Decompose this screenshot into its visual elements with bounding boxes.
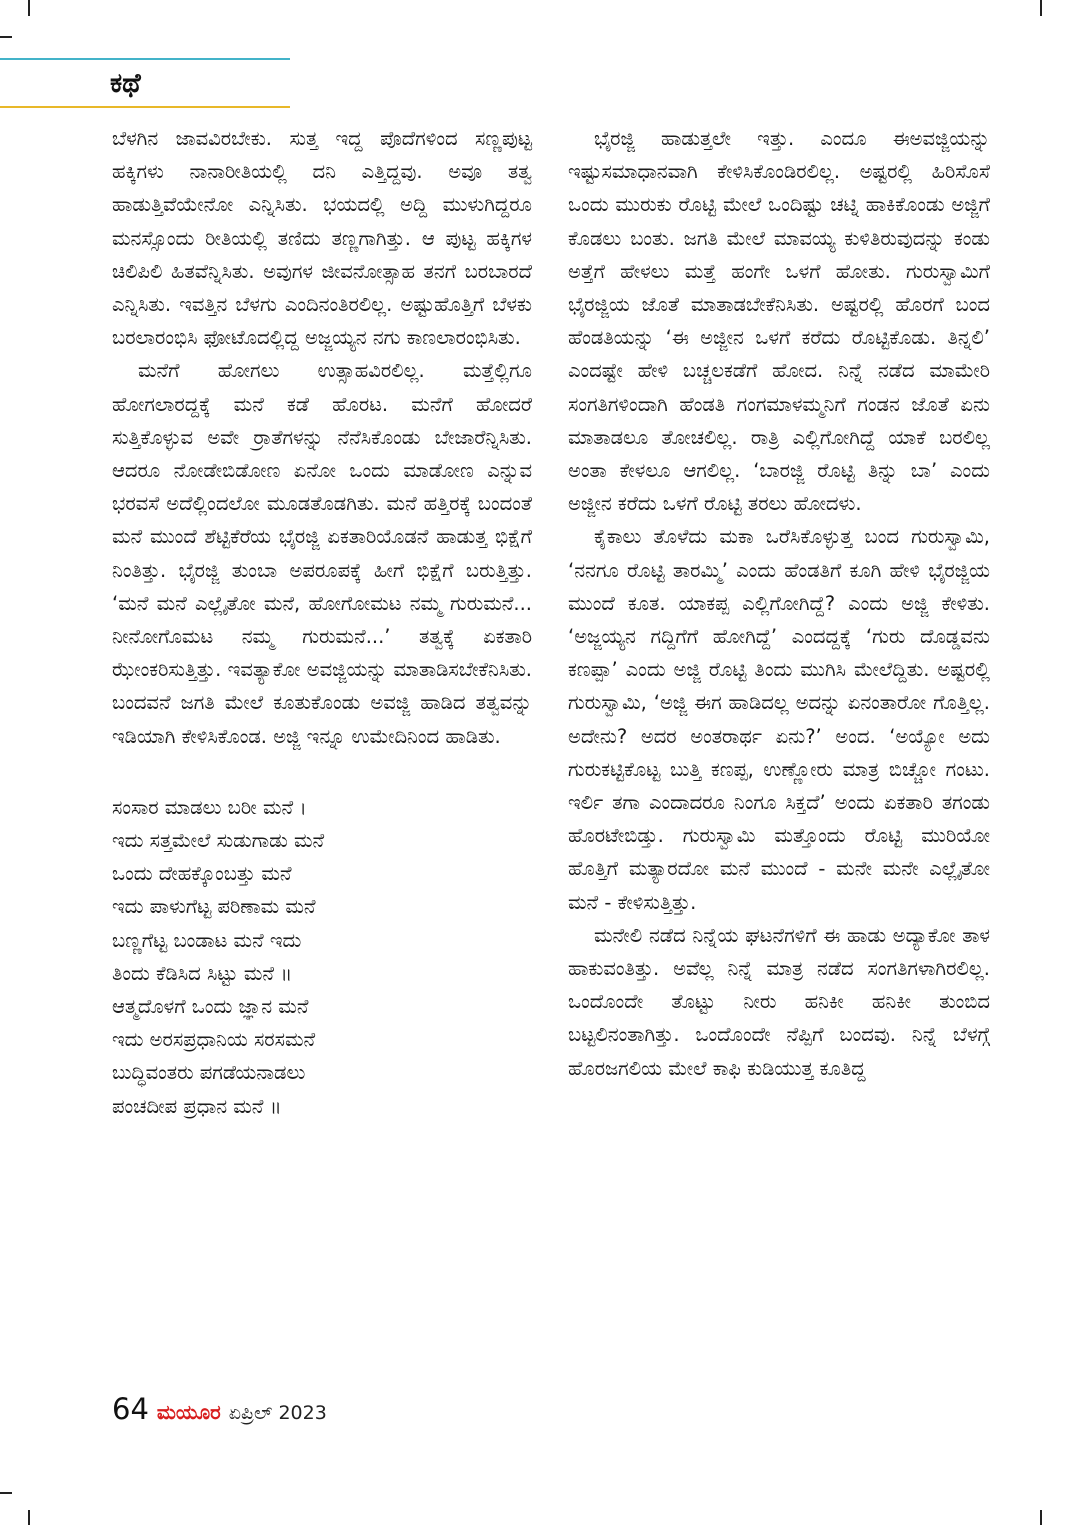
issue-date: ಏಪ್ರಿಲ್ 2023 — [228, 1402, 327, 1424]
paragraph: ಮನೇಲಿ ನಡೆದ ನಿನ್ನೆಯ ಘಟನೆಗಳಿಗೆ ಈ ಹಾಡು ಅದ್ಯಾಕೋ ತಾಳ ಹಾಕುವಂತಿತ್ತು. ಅವೆಲ್ಲ ನಿನ್ನೆ ಮಾತ್ರ ನಡೆದ ಸಂಗತಿಗಳಾಗಿರಲಿಲ್ಲ. ಒಂದೊಂದೇ ತೊಟ್ಟು ನೀರು ಹನಿಕೀ ಹನಿಕೀ ತುಂಬಿದ ಬಟ್ಟಲಿನಂತಾಗಿತ್ತು. ಒಂದೊಂದೇ ನೆಪ್ಪಿಗೆ ಬಂದವು. ನಿನ್ನೆ ಬೆಳಗ್ಗೆ ಹೊರಜಗಲಿಯ ಮೇಲೆ ಕಾಫಿ ಕುಡಿಯುತ್ತ ಕೂತಿದ್ದ — [568, 923, 990, 1080]
paragraph: ಭೈರಜ್ಜಿ ಹಾಡುತ್ತಲೇ ಇತ್ತು. ಎಂದೂ ಈಅವಜ್ಜಿಯನ್ನು ಇಷ್ಟುಸಮಾಧಾನವಾಗಿ ಕೇಳಿಸಿಕೊಂಡಿರಲಿಲ್ಲ. ಅಷ್ಟರಲ್ಲಿ ಹಿರಿಸೊಸೆ ಒಂದು ಮುರುಕು ರೊಟ್ಟಿ ಮೇಲೆ ಒಂದಿಷ್ಟು ಚಟ್ನಿ ಹಾಕಿಕೊಂಡು ಅಜ್ಜಿಗೆ ಕೊಡಲು ಬಂತು. ಜಗತಿ ಮೇಲೆ ಮಾವಯ್ಯ ಕುಳಿತಿರುವುದನ್ನು ಕಂಡು ಅತ್ತೆಗೆ ಹೇಳಲು ಮತ್ತೆ ಹಂಗೇ ಒಳಗೆ ಹೋತು. ಗುರುಸ್ವಾಮಿಗೆ ಭೈರಜ್ಜಿಯ ಜೊತೆ ಮಾತಾಡಬೇಕೆನಿಸಿತು. ಅಷ್ಟರಲ್ಲಿ ಹೊರಗೆ ಬಂದ ಹೆಂಡತಿಯನ್ನು ‘ಈ ಅಜ್ಜೀನ ಒಳಗೆ ಕರೆದು ರೊಟ್ಟಿಕೊಡು. ತಿನ್ನಲಿ’ ಎಂದಷ್ಟೇ ಹೇಳಿ ಬಚ್ಚಲಕಡೆಗೆ ಹೋದ. ನಿನ್ನೆ ನಡೆದ ಮಾಮೇರಿ ಸಂಗತಿಗಳಿಂದಾಗಿ ಹೆಂಡತಿ ಗಂಗಮಾಳಮ್ಮನಿಗೆ ಗಂಡನ ಜೊತೆ ಏನು ಮಾತಾಡಲೂ ತೋಚಲಿಲ್ಲ. ರಾತ್ರಿ ಎಲ್ಲಿಗೋಗಿದ್ದೆ ಯಾಕೆ ಬರಲಿಲ್ಲ ಅಂತಾ ಕೇಳಲೂ ಆಗಲಿಲ್ಲ. ‘ಬಾರಜ್ಜಿ ರೊಟ್ಟಿ ತಿನ್ನು ಬಾ’ ಎಂದು ಅಜ್ಜೀನ ಕರೆದು ಒಳಗೆ ರೊಟ್ಟಿ ತರಲು ಹೋದಳು. — [568, 127, 990, 516]
crop-mark — [28, 1510, 30, 1525]
poem-line: ಬುದ್ಧಿವಂತರು ಪಗಡೆಯನಾಡಲು — [112, 1061, 306, 1085]
paragraph: ಕೈಕಾಲು ತೊಳೆದು ಮಕಾ ಒರೆಸಿಕೊಳ್ಳುತ್ತ ಬಂದ ಗುರುಸ್ವಾಮಿ, ‘ನನಗೂ ರೊಟ್ಟಿ ತಾರಮ್ಮಿ’ ಎಂದು ಹೆಂಡತಿಗೆ ಕೂಗಿ ಹೇಳಿ ಭೈರಜ್ಜಿಯ ಮುಂದೆ ಕೂತ. ಯಾಕಪ್ಪ ಎಲ್ಲಿಗೋಗಿದ್ದೆ? ಎಂದು ಅಜ್ಜಿ ಕೇಳಿತು. ‘ಅಜ್ಜಯ್ಯನ ಗದ್ದಿಗೆಗೆ ಹೋಗಿದ್ದೆ’ ಎಂದದ್ದಕ್ಕೆ ‘ಗುರು ದೊಡ್ಡವನು ಕಣಪ್ಪಾ’ ಎಂದು ಅಜ್ಜಿ ರೊಟ್ಟಿ ತಿಂದು ಮುಗಿಸಿ ಮೇಲೆದ್ದಿತು. ಅಷ್ಟರಲ್ಲಿ ಗುರುಸ್ವಾಮಿ, ‘ಅಜ್ಜಿ ಈಗ ಹಾಡಿದಲ್ಲ ಅದನ್ನು ಏನಂತಾರೋ ಗೊತ್ತಿಲ್ಲ. ಅದೇನು? ಅದರ ಅಂತರಾರ್ಥ ಏನು?’ ಅಂದ. ‘ಅಯ್ಯೋ ಅದು ಗುರುಕಟ್ಟಿಕೊಟ್ಟ ಬುತ್ತಿ ಕಣಪ್ಪ, ಉಣ್ಣೋರು ಮಾತ್ರ ಬಿಚ್ಚೋ ಗಂಟು. ಇರ್ಲಿ ತಗಾ ಎಂದಾದರೂ ನಿಂಗೂ ಸಿಕ್ತದೆ’ ಅಂದು ಏಕತಾರಿ ತಗಂಡು ಹೊರಟೇಬಿಡ್ತು. ಗುರುಸ್ವಾಮಿ ಮತ್ತೊಂದು ರೊಟ್ಟಿ ಮುರಿಯೋ ಹೊತ್ತಿಗೆ ಮತ್ಯಾರದೋ ಮನೆ ಮುಂದೆ - ಮನೇ ಮನೇ ಎಲ್ಲೈತೋ ಮನೆ - ಕೇಳಿಸುತ್ತಿತ್ತು. — [568, 525, 990, 914]
left-column — [112, 122, 532, 1123]
poem-line: ಪಂಚದೀಪ ಪ್ರಧಾನ ಮನೆ ॥ — [112, 1094, 282, 1118]
crop-mark — [1040, 0, 1042, 16]
paragraph: ಬೆಳಗಿನ ಜಾವವಿರಬೇಕು. ಸುತ್ತ ಇದ್ದ ಪೊದೆಗಳಿಂದ ಸಣ್ಣಪುಟ್ಟ ಹಕ್ಕಿಗಳು ನಾನಾರೀತಿಯಲ್ಲಿ ದನಿ ಎತ್ತಿದ್ದವು. ಅವೂ ತತ್ವ ಹಾಡುತ್ತಿವೆಯೇನೋ ಎನ್ನಿಸಿತು. ಭಯದಲ್ಲಿ ಅದ್ದಿ ಮುಳುಗಿದ್ದರೂ ಮನಸ್ಸೊಂದು ರೀತಿಯಲ್ಲಿ ತಣಿದು ತಣ್ಣಗಾಗಿತ್ತು. ಆ ಪುಟ್ಟ ಹಕ್ಕಿಗಳ ಚಿಲಿಪಿಲಿ ಹಿತವೆನ್ನಿಸಿತು. ಅವುಗಳ ಜೀವನೋತ್ಸಾಹ ತನಗೆ ಬರಬಾರದೆ ಎನ್ನಿಸಿತು. ಇವತ್ತಿನ ಬೆಳಗು ಎಂದಿನಂತಿರಲಿಲ್ಲ. ಅಷ್ಟುಹೊತ್ತಿಗೆ ಬೆಳಕು ಬರಲಾರಂಭಿಸಿ ಫೋಟೊದಲ್ಲಿದ್ದ ಅಜ್ಜಯ್ಯನ ನಗು ಕಾಣಲಾರಂಭಿಸಿತು. — [112, 127, 532, 350]
header-top-rule — [0, 58, 290, 60]
crop-mark — [0, 36, 12, 38]
header-bottom-rule — [0, 106, 290, 108]
crop-mark — [0, 1492, 12, 1494]
right-column — [568, 122, 990, 1085]
crop-mark — [28, 0, 30, 16]
poem-line: ಇದು ಪಾಳುಗೆಟ್ಟ ಪರಿಣಾಮ ಮನೆ — [112, 895, 316, 919]
section-header — [0, 58, 290, 110]
poem-line: ಇದು ಸತ್ತಮೇಲೆ ಸುಡುಗಾಡು ಮನೆ — [112, 829, 325, 853]
poem-line: ಒಂದು ದೇಹಕ್ಕೊಂಬತ್ತು ಮನೆ — [112, 862, 292, 886]
poem-line: ಇದು ಅರಸಪ್ರಧಾನಿಯ ಸರಸಮನೆ — [112, 1028, 316, 1052]
paragraph: ಮನೆಗೆ ಹೋಗಲು ಉತ್ಸಾಹವಿರಲಿಲ್ಲ. ಮತ್ತೆಲ್ಲಿಗೂ ಹೋಗಲಾರದ್ದಕ್ಕೆ ಮನೆ ಕಡೆ ಹೊರಟ. ಮನೆಗೆ ಹೋದರೆ ಸುತ್ತಿಕೊಳ್ಳುವ ಅವೇ ರ್‍ರಾತೆಗಳನ್ನು ನೆನೆಸಿಕೊಂಡು ಬೇಜಾರೆನ್ನಿಸಿತು. ಆದರೂ ನೋಡೇಬಿಡೋಣ ಏನೋ ಒಂದು ಮಾಡೋಣ ಎನ್ನುವ ಭರವಸೆ ಅದೆಲ್ಲಿಂದಲೋ ಮೂಡತೊಡಗಿತು. ಮನೆ ಹತ್ತಿರಕ್ಕೆ ಬಂದಂತೆ ಮನೆ ಮುಂದೆ ಶೆಟ್ಟಿಕೆರೆಯ ಭೈರಜ್ಜಿ ಏಕತಾರಿಯೊಡನೆ ಹಾಡುತ್ತ ಭಿಕ್ಷೆಗೆ ನಿಂತಿತ್ತು. ಭೈರಜ್ಜಿ ತುಂಬಾ ಅಪರೂಪಕ್ಕೆ ಹೀಗೆ ಭಿಕ್ಷೆಗೆ ಬರುತ್ತಿತ್ತು. ‘ಮನೆ ಮನೆ ಎಲ್ಲೈತೋ ಮನೆ, ಹೋಗೋಮಟ ನಮ್ಮ ಗುರುಮನೆ... ನೀನೋಗೊಮಟ ನಮ್ಮ ಗುರುಮನೆ...’ ತತ್ವಕ್ಕೆ ಏಕತಾರಿ ಝೇಂಕರಿಸುತ್ತಿತ್ತು. ಇವತ್ಯಾಕೋ ಅವಜ್ಜಿಯನ್ನು ಮಾತಾಡಿಸಬೇಕೆನಿಸಿತು. ಬಂದವನೆ ಜಗತಿ ಮೇಲೆ ಕೂತುಕೊಂಡು ಅವಜ್ಜಿ ಹಾಡಿದ ತತ್ವವನ್ನು ಇಡಿಯಾಗಿ ಕೇಳಿಸಿಕೊಂಡ. ಅಜ್ಜಿ ಇನ್ನೂ ಉಮೇದಿನಿಂದ ಹಾಡಿತು. — [112, 359, 532, 748]
magazine-logo: ಮಯೂರ — [156, 1400, 221, 1424]
crop-mark — [1040, 1510, 1042, 1525]
page-number: 64 — [112, 1392, 149, 1426]
poem-line: ಆತ್ಮದೊಳಗೆ ಒಂದು ಜ್ಞಾನ ಮನೆ — [112, 995, 309, 1019]
poem-line: ಬಣ್ಣಗೆಟ್ಟ ಬಂಡಾಟ ಮನೆ ಇದು — [112, 928, 302, 952]
poem — [112, 791, 532, 1123]
section-title: ಕಥೆ — [110, 68, 141, 99]
poem-line: ಸಂಸಾರ ಮಾಡಲು ಬರೀ ಮನೆ । — [112, 795, 307, 819]
page-footer — [112, 1392, 327, 1426]
poem-line: ತಿಂದು ಕೆಡಿಸಿದ ಸಿಟ್ಟು ಮನೆ ॥ — [112, 961, 293, 985]
